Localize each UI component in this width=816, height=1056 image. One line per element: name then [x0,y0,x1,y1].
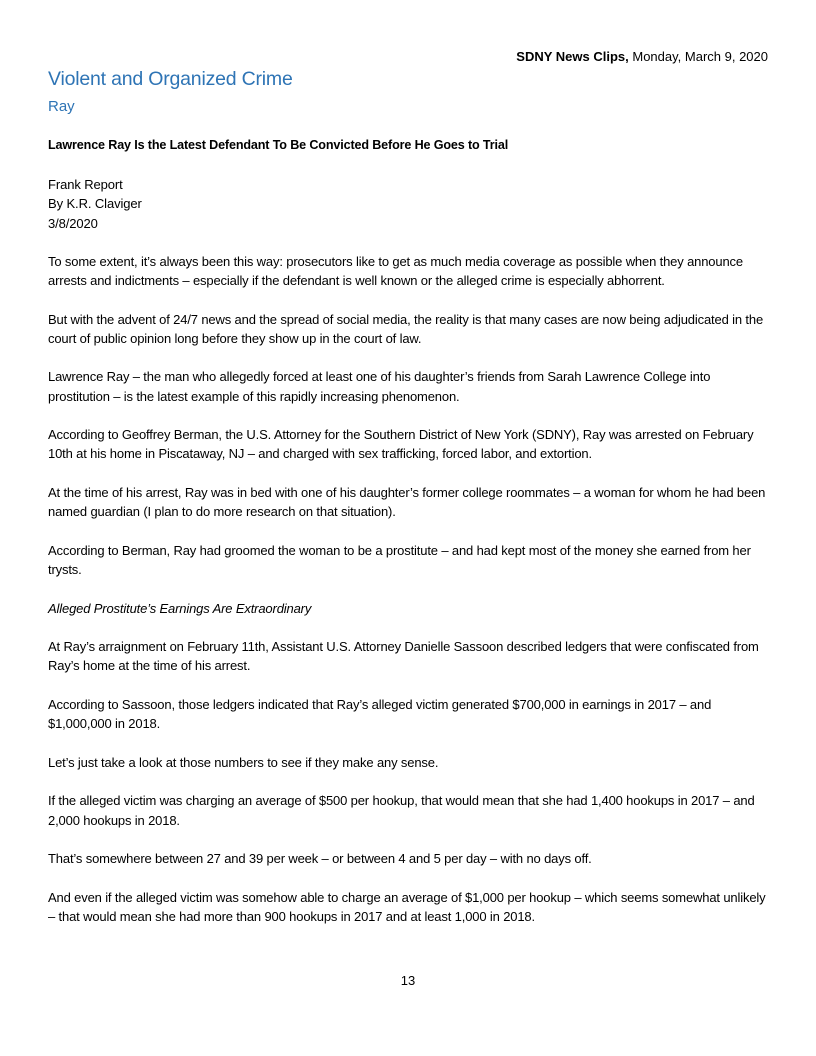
article-paragraph: If the alleged victim was charging an average of $500 per hookup, that would mean that she had 1,400 hookups in 2017 – and 2,000 hookups in 2018. [48,793,755,828]
article-paragraph: At the time of his arrest, Ray was in bed with one of his daughter’s former college roommates – a woman for whom he had been named guardian (I plan to do more research on that situation). [48,485,766,520]
article-subheading: Alleged Prostitute’s Earnings Are Extraordinary [48,600,312,616]
article-paragraph: Lawrence Ray – the man who allegedly forced at least one of his daughter’s friends from Sarah Lawrence College into prostitution – is the latest example of this rapidly increasing phenomenon. [48,369,711,404]
article-paragraph: According to Berman, Ray had groomed the woman to be a prostitute – and had kept most of the money she earned from her trysts. [48,542,751,577]
article-meta [48,175,770,233]
article [48,136,770,946]
article-paragraph: But with the advent of 24/7 news and the spread of social media, the reality is that many cases are now being adjudicated in the court of public opinion long before they show up in the court of law. [48,311,764,346]
section-title: Violent and Organized Crime [48,68,293,90]
article-body [48,252,770,926]
subsection-title: Ray [48,98,75,115]
header-date: Monday, March 9, 2020 [628,49,768,64]
article-title: Lawrence Ray Is the Latest Defendant To Be Convicted Before He Goes to Trial [48,138,509,152]
article-paragraph: Let’s just take a look at those numbers to see if they make any sense. [48,754,439,770]
page-header [516,49,768,65]
page-number: 13 [400,973,416,988]
article-paragraph: That’s somewhere between 27 and 39 per week – or between 4 and 5 per day – with no days off. [48,851,592,867]
article-date: 3/8/2020 [48,215,98,231]
article-byline: By K.R. Claviger [48,196,142,212]
article-paragraph: And even if the alleged victim was somehow able to charge an average of $1,000 per hookup – which seems somewhat unlikely – that would mean she had more than 900 hookups in 2017 and at least 1,000 in 2018. [48,889,766,924]
article-source: Frank Report [48,177,123,193]
article-paragraph: According to Sassoon, those ledgers indicated that Ray’s alleged victim generated $700,000 in earnings in 2017 – and $1,000,000 in 2018. [48,696,712,732]
publication-name: SDNY News Clips, [516,49,629,64]
article-paragraph: At Ray’s arraignment on February 11th, Assistant U.S. Attorney Danielle Sassoon described ledgers that were confiscated from Ray’s home at the time of his arrest. [48,639,759,674]
article-paragraph: According to Geoffrey Berman, the U.S. Attorney for the Southern District of New York (SDNY), Ray was arrested on February 10th at his home in Piscataway, NJ – and charged with sex trafficking, forced labor, and extortion. [48,427,754,462]
article-paragraph: To some extent, it’s always been this way: prosecutors like to get as much media coverage as possible when they announce arrests and indictments – especially if the defendant is well known or the alleged crime is especially abhorrent. [48,253,743,289]
